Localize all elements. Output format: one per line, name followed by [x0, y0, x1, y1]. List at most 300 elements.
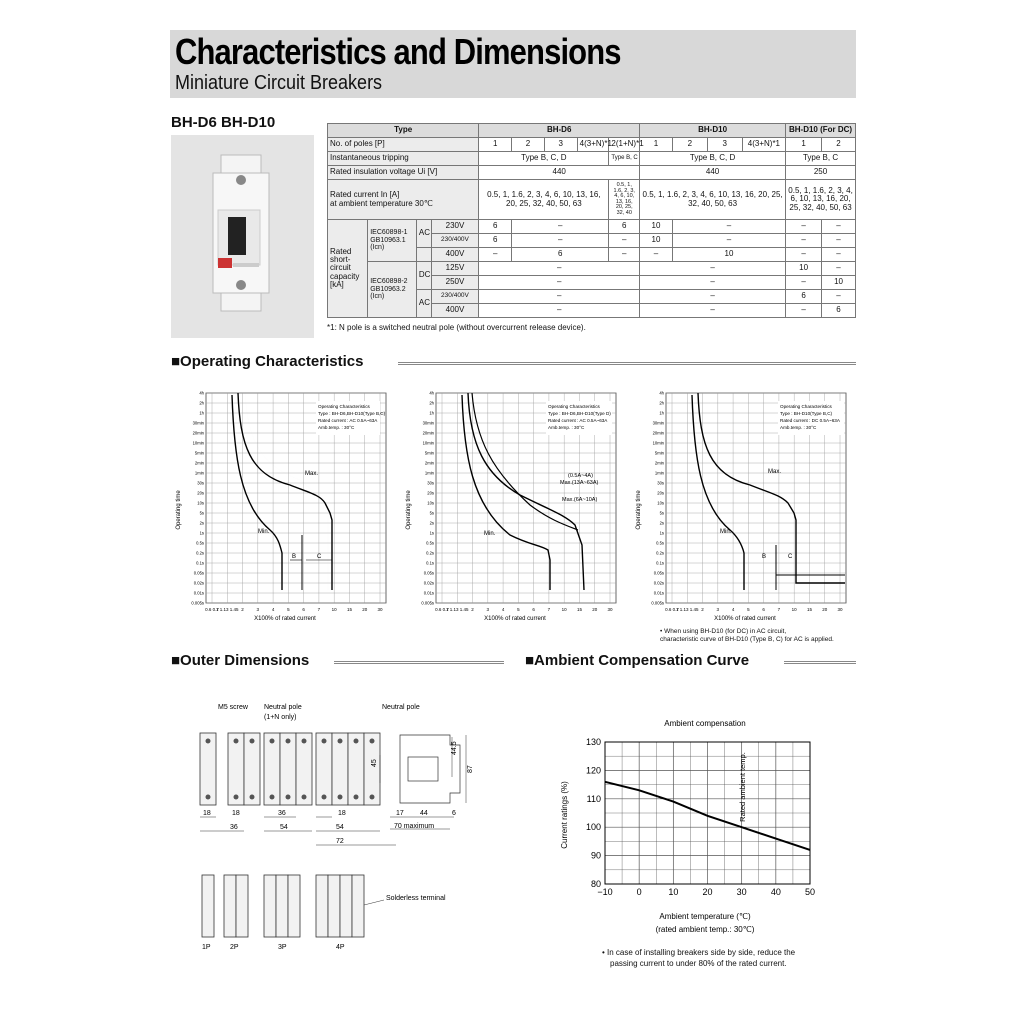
y-tick-label: 2s: [429, 520, 434, 526]
op-chart-1: [170, 385, 395, 625]
y-tick-label: 20s: [427, 490, 434, 496]
table-cell: 2: [672, 138, 707, 152]
table-row: [328, 220, 856, 234]
x-tick-label: 7: [317, 607, 321, 612]
y-tick-label: 120: [585, 765, 601, 776]
info-line: Operating Characteristics: [780, 404, 832, 409]
spec-table: [327, 123, 856, 318]
terminal-leader: [364, 900, 384, 905]
y-tick-label: 10min: [192, 440, 204, 446]
dim-6: 6: [452, 810, 456, 817]
x-tick-label: 4: [271, 607, 275, 612]
table-cell: –: [479, 290, 640, 304]
pole-1p: 1P: [202, 944, 211, 951]
y-tick-label: 2h: [429, 400, 434, 406]
table-cell: –: [640, 262, 786, 276]
y-tick-label: 0.2s: [426, 550, 434, 556]
table-cell: 0.5, 1, 1.6, 2, 3, 4, 6, 10, 13, 16, 20, 25, 32, 40: [609, 180, 640, 220]
chart-title: Ambient compensation: [664, 719, 746, 728]
std1-label: IEC60898-1 GB10963.1 (Icn): [368, 220, 417, 262]
x-axis-label: X100% of rated current: [484, 616, 546, 622]
x-tick-label: 0.6 0.7: [435, 607, 449, 612]
x-tick-label: 50: [804, 887, 816, 897]
x-tick-label: 30: [607, 607, 613, 612]
x-tick-label: 1 1.13 1.45: [676, 607, 699, 612]
chart-grid: [605, 742, 810, 884]
y-tick-label: 0.1s: [196, 560, 204, 566]
voltage-cell: 230/400V: [431, 290, 479, 304]
y-tick-label: 5min: [424, 450, 434, 456]
table-row: [328, 152, 856, 166]
table-row: [328, 124, 856, 138]
table-cell: Type B, C, D: [479, 152, 609, 166]
dim-72: 72: [336, 838, 344, 845]
x-tick-label: 1 1.13 1.45: [446, 607, 469, 612]
y-tick-label: 20min: [652, 430, 664, 436]
x-axis-label: Ambient temperature (℃): [659, 912, 751, 921]
info-line: Type : BH-D10(Type B,C): [780, 411, 833, 416]
x-tick-label: 3: [486, 607, 490, 612]
breaker-image: [171, 135, 314, 338]
table-cell: –: [822, 234, 856, 248]
solderless-label: Solderless terminal: [386, 895, 446, 902]
b-label: B: [762, 554, 767, 560]
x-tick-label: 30: [736, 887, 747, 897]
y-tick-label: 0.5s: [426, 540, 434, 546]
pole-2p: 2P: [230, 944, 239, 951]
table-cell: 10: [672, 248, 785, 262]
x-tick-label: 20: [592, 607, 598, 612]
table-cell: –: [822, 248, 856, 262]
y-tick-label: 20min: [192, 430, 204, 436]
y-tick-label: 0.2s: [656, 550, 664, 556]
y-tick-label: 5s: [659, 510, 664, 516]
y-tick-label: 2s: [659, 520, 664, 526]
min-curve: [462, 395, 550, 590]
table-cell: 1: [640, 138, 673, 152]
info-line: Rated current : AC 0.5A~63A: [318, 418, 378, 423]
y-tick-label: 0.05s: [653, 570, 664, 576]
chart3-note: [660, 628, 834, 645]
y-tick-label: 0.1s: [656, 560, 664, 566]
operating-heading: ■Operating Characteristics: [171, 353, 364, 370]
y-tick-label: 0.005s: [191, 600, 204, 606]
max-label-1: (0.5A~4A): [568, 473, 593, 479]
table-cell: –: [479, 304, 640, 318]
table-cell: 3: [707, 138, 742, 152]
info-line: Rated current : AC 0.5A~63A: [548, 418, 608, 423]
insulation-label: Rated insulation voltage Ui [V]: [328, 166, 479, 180]
y-tick-label: 1h: [199, 410, 204, 416]
y-tick-label: 0.01s: [193, 590, 204, 596]
table-row: [328, 166, 856, 180]
y-axis-label: Operating time: [636, 490, 642, 530]
table-cell: –: [640, 304, 786, 318]
x-tick-label: 10: [791, 607, 797, 612]
axis-ticks: [586, 737, 815, 897]
chart3-note-line2: characteristic curve of BH-D10 (Type B, C) for AC is applied.: [660, 636, 834, 644]
ambient-chart: [555, 712, 835, 947]
y-tick-label: 0.1s: [426, 560, 434, 566]
y-tick-label: 2h: [199, 400, 204, 406]
dim-45: 45: [371, 759, 378, 767]
y-tick-label: 1min: [194, 470, 204, 476]
info-line: Amb.temp. : 30°C: [318, 425, 355, 430]
y-tick-label: 0.01s: [423, 590, 434, 596]
table-cell: 1: [786, 138, 822, 152]
x-tick-label: 2: [701, 607, 704, 612]
x-tick-label: 15: [576, 607, 582, 612]
table-cell: 440: [640, 166, 786, 180]
max-label: Max.: [305, 471, 319, 477]
table-cell: –: [822, 290, 856, 304]
x-tick-label: 7: [777, 607, 781, 612]
op-chart-3: [630, 385, 855, 625]
voltage-cell: 125V: [431, 262, 479, 276]
y-tick-label: 10s: [197, 500, 204, 506]
y-tick-label: 5s: [429, 510, 434, 516]
current-label-line1: Rated current In [A]: [330, 190, 400, 200]
x-axis-label: X100% of rated current: [254, 616, 316, 622]
ac-label: AC: [416, 290, 431, 318]
y-tick-label: 90: [590, 850, 601, 861]
x-tick-label: 4: [501, 607, 505, 612]
info-line: Type : BH-D6,BH-D10(Type D): [548, 411, 611, 416]
table-cell: 2: [822, 138, 856, 152]
x-ticks: [665, 607, 843, 612]
table-cell: –: [822, 262, 856, 276]
table-row: [328, 138, 856, 152]
x-tick-label: 1 1.13 1.45: [216, 607, 239, 612]
y-tick-label: 1min: [654, 470, 664, 476]
x-tick-label: 3: [716, 607, 720, 612]
table-cell: 3: [544, 138, 577, 152]
type-label: Type: [328, 124, 479, 138]
table-cell: –: [822, 220, 856, 234]
dim-18: 18: [338, 810, 346, 817]
y-tick-label: 80: [590, 879, 601, 889]
current-label: [328, 180, 479, 220]
y-tick-label: 30s: [657, 480, 664, 486]
y-tick-label: 1s: [199, 530, 204, 536]
table-cell: –: [640, 290, 786, 304]
y-tick-label: 2s: [199, 520, 204, 526]
table-cell: –: [512, 234, 609, 248]
x-tick-label: 0: [636, 887, 642, 897]
max-label-2: Max.(13A~63A): [560, 480, 599, 486]
x-ticks: [205, 607, 383, 612]
dim-18: 18: [203, 810, 211, 817]
table-cell: 10: [640, 220, 673, 234]
y-tick-label: 4h: [429, 390, 434, 396]
y-tick-label: 1h: [429, 410, 434, 416]
y-tick-label: 0.02s: [653, 580, 664, 586]
dim-54: 54: [336, 824, 344, 831]
y-ticks: [421, 391, 434, 606]
x-tick-label: 6: [532, 607, 535, 612]
y-tick-label: 2h: [659, 400, 664, 406]
dim-44-5: 44.5: [451, 741, 458, 755]
table-row: [328, 180, 856, 220]
bhd10dc-header: BH-D10 (For DC): [786, 124, 856, 138]
y-tick-label: 0.05s: [423, 570, 434, 576]
voltage-cell: 400V: [431, 304, 479, 318]
dim-44: 44: [420, 810, 428, 817]
dc-label: DC: [416, 262, 431, 290]
table-cell: –: [786, 304, 822, 318]
y-tick-label: 2min: [194, 460, 204, 466]
x-tick-label: 15: [346, 607, 352, 612]
op-chart-2: [400, 385, 625, 625]
y-tick-label: 1s: [659, 530, 664, 536]
c-label: C: [788, 554, 793, 560]
y-tick-label: 1h: [659, 410, 664, 416]
x-tick-label: 40: [770, 887, 781, 897]
min-label: Min.: [258, 529, 270, 535]
neutral-label-1: Neutral pole: [264, 704, 302, 711]
ambient-heading: ■Ambient Compensation Curve: [525, 652, 750, 669]
max-label: Max.: [768, 469, 782, 475]
table-cell: Type B, C: [786, 152, 856, 166]
y-tick-label: 4h: [199, 390, 204, 396]
table-cell: 4(3+N)*1: [742, 138, 785, 152]
table-cell: 440: [479, 166, 640, 180]
breaker-row-2: [202, 875, 364, 937]
x-tick-label: 6: [762, 607, 765, 612]
x-tick-label: 5: [517, 607, 520, 612]
ac-label: AC: [416, 220, 431, 248]
table-cell: 6: [609, 220, 640, 234]
y-tick-label: 110: [586, 793, 601, 804]
table-cell: –: [786, 276, 822, 290]
y-tick-label: 10s: [657, 500, 664, 506]
info-line: Rated current : DC 0.5A~63A: [780, 418, 840, 423]
y-tick-label: 2min: [654, 460, 664, 466]
y-tick-label: 5min: [194, 450, 204, 456]
x-axis-label: X100% of rated current: [714, 616, 776, 622]
y-tick-label: 30min: [652, 420, 664, 426]
std2-label: IEC60898-2 GB10963.2 (Icn): [368, 262, 417, 318]
voltage-cell: 230/400V: [431, 234, 479, 248]
table-cell: –: [479, 248, 512, 262]
y-tick-label: 2min: [424, 460, 434, 466]
dim-54: 54: [280, 824, 288, 831]
section-rule: [398, 362, 856, 365]
table-cell: 6: [479, 220, 512, 234]
table-cell: 4(3+N)*1: [577, 138, 609, 152]
x-axis-sub-label: (rated ambient temp.: 30℃): [655, 925, 755, 934]
page-title: Characteristics and Dimensions: [175, 31, 621, 72]
page-subtitle: Miniature Circuit Breakers: [175, 72, 383, 94]
capacity-label: Rated short-circuit capacity [kA]: [328, 220, 368, 318]
y-tick-label: 10min: [422, 440, 434, 446]
tripping-label: Instantaneous tripping: [328, 152, 479, 166]
x-tick-label: 10: [561, 607, 567, 612]
ambient-note-line2: passing current to under 80% of the rated current.: [610, 958, 787, 968]
x-tick-label: 5: [747, 607, 750, 612]
hidden-line: [245, 393, 328, 590]
max-label-3: Max.(6A~10A): [562, 497, 598, 503]
x-tick-label: 4: [731, 607, 735, 612]
y-tick-label: 0.5s: [196, 540, 204, 546]
info-line: Type : BH-D6,BH-D10(Type B,C): [318, 411, 386, 416]
x-tick-label: 2: [471, 607, 474, 612]
y-tick-label: 30s: [197, 480, 204, 486]
x-tick-label: 5: [287, 607, 290, 612]
table-cell: –: [609, 248, 640, 262]
breaker-fronts: [200, 733, 380, 805]
ambient-note-line1: • In case of installing breakers side by side, reduce the: [602, 948, 796, 957]
product-photo: [171, 135, 314, 338]
y-tick-label: 20min: [422, 430, 434, 436]
table-cell: 0.5, 1, 1.6, 2, 3, 4, 6, 10, 13, 16, 20, 25, 32, 40, 50, 63: [479, 180, 609, 220]
outer-dimensions-drawing: [190, 695, 480, 955]
voltage-cell: 230V: [431, 220, 479, 234]
table-cell: 0.5, 1, 1.6, 2, 3, 4, 6, 10, 13, 16, 20, 25, 32, 40, 50, 63: [786, 180, 856, 220]
x-tick-label: 0.6 0.7: [205, 607, 219, 612]
x-tick-label: 20: [702, 887, 713, 897]
info-line: Operating Characteristics: [548, 404, 600, 409]
table-cell: –: [672, 234, 785, 248]
voltage-cell: 250V: [431, 276, 479, 290]
table-cell: –: [786, 220, 822, 234]
x-tick-label: 30: [837, 607, 843, 612]
table-cell: 10: [822, 276, 856, 290]
y-tick-label: 30min: [422, 420, 434, 426]
table-cell: 0.5, 1, 1.6, 2, 3, 4, 6, 10, 13, 16, 20, 25, 32, 40, 50, 63: [640, 180, 786, 220]
x-tick-label: −10: [597, 887, 613, 897]
ambient-note: [602, 948, 795, 970]
y-axis-label: Current ratings (%): [560, 781, 569, 849]
neutral-label-2: Neutral pole: [382, 704, 420, 711]
y-tick-label: 5s: [199, 510, 204, 516]
table-cell: –: [640, 276, 786, 290]
min-curve: [232, 395, 282, 590]
model-heading: BH-D6 BH-D10: [171, 114, 276, 131]
m5-label: M5 screw: [218, 704, 248, 711]
table-cell: 250: [786, 166, 856, 180]
y-tick-label: 1s: [429, 530, 434, 536]
neutral-label-1b: (1+N only): [264, 714, 297, 721]
dim-87: 87: [467, 765, 474, 773]
section-rule: [334, 661, 504, 664]
pole-4p: 4P: [336, 944, 345, 951]
table-cell: 6: [786, 290, 822, 304]
x-tick-label: 30: [377, 607, 383, 612]
table-cell: –: [609, 234, 640, 248]
y-tick-label: 0.05s: [193, 570, 204, 576]
table-cell: Type B, C: [609, 152, 640, 166]
rated-ambient-label: Rated ambient temp.: [738, 752, 747, 822]
table-cell: –: [640, 248, 673, 262]
x-tick-label: 10: [668, 887, 679, 897]
table-cell: 1: [479, 138, 512, 152]
y-ticks: [191, 391, 204, 606]
y-axis-label: Operating time: [176, 490, 182, 530]
min-label: Min.: [720, 529, 732, 535]
y-tick-label: 0.01s: [653, 590, 664, 596]
table-cell: 2(1+N)*1: [609, 138, 640, 152]
x-tick-label: 2: [241, 607, 244, 612]
outer-heading: ■Outer Dimensions: [171, 652, 310, 669]
y-tick-label: 0.005s: [421, 600, 434, 606]
x-ticks: [435, 607, 613, 612]
table-cell: 6: [822, 304, 856, 318]
table-cell: 6: [479, 234, 512, 248]
dim-18: 18: [232, 810, 240, 817]
table-cell: –: [479, 276, 640, 290]
x-tick-label: 0.6 0.7: [665, 607, 679, 612]
info-line: Operating Characteristics: [318, 404, 370, 409]
b-label: B: [292, 554, 297, 560]
x-tick-label: 3: [256, 607, 260, 612]
table-row: [328, 262, 856, 276]
min-label: Min.: [484, 531, 496, 537]
y-tick-label: 0.02s: [193, 580, 204, 586]
table-cell: 10: [786, 262, 822, 276]
x-tick-label: 15: [806, 607, 812, 612]
pole-3p: 3P: [278, 944, 287, 951]
y-axis-label: Operating time: [406, 490, 412, 530]
bhd10-header: BH-D10: [640, 124, 786, 138]
y-tick-label: 0.2s: [196, 550, 204, 556]
y-tick-label: 5min: [654, 450, 664, 456]
y-tick-label: 0.005s: [651, 600, 664, 606]
y-tick-label: 10s: [427, 500, 434, 506]
poles-label: No. of poles [P]: [328, 138, 479, 152]
x-tick-label: 20: [362, 607, 368, 612]
y-tick-label: 0.5s: [656, 540, 664, 546]
info-line: Amb.temp. : 30°C: [548, 425, 585, 430]
voltage-cell: 400V: [431, 248, 479, 262]
y-tick-label: 20s: [657, 490, 664, 496]
x-tick-label: 6: [302, 607, 305, 612]
y-tick-label: 100: [585, 822, 601, 833]
info-line: Amb.temp. : 30°C: [780, 425, 817, 430]
dim-36: 36: [278, 810, 286, 817]
y-ticks: [651, 391, 664, 606]
dim-36: 36: [230, 824, 238, 831]
table-cell: 2: [512, 138, 545, 152]
y-tick-label: 1min: [424, 470, 434, 476]
y-tick-label: 30min: [192, 420, 204, 426]
x-tick-label: 10: [331, 607, 337, 612]
table-cell: 6: [512, 248, 609, 262]
x-tick-label: 20: [822, 607, 828, 612]
y-tick-label: 10min: [652, 440, 664, 446]
chart3-note-line1: • When using BH-D10 (for DC) in AC circuit,: [660, 628, 787, 635]
dim-17: 17: [396, 810, 404, 817]
y-tick-label: 20s: [197, 490, 204, 496]
table-cell: –: [479, 262, 640, 276]
y-tick-label: 0.02s: [423, 580, 434, 586]
table-cell: –: [786, 234, 822, 248]
x-tick-label: 7: [547, 607, 551, 612]
table-cell: 10: [640, 234, 673, 248]
table-note: *1: N pole is a switched neutral pole (without overcurrent release device).: [327, 323, 586, 332]
table-cell: –: [512, 220, 609, 234]
y-tick-label: 4h: [659, 390, 664, 396]
y-tick-label: 130: [585, 737, 601, 747]
section-rule: [784, 661, 856, 664]
dim-70: 70 maximum: [394, 823, 435, 830]
current-label-line2: at ambient temperature 30℃: [330, 198, 433, 208]
y-tick-label: 30s: [427, 480, 434, 486]
bhd6-header: BH-D6: [479, 124, 640, 138]
c-label: C: [317, 554, 322, 560]
table-cell: –: [672, 220, 785, 234]
table-cell: Type B, C, D: [640, 152, 786, 166]
